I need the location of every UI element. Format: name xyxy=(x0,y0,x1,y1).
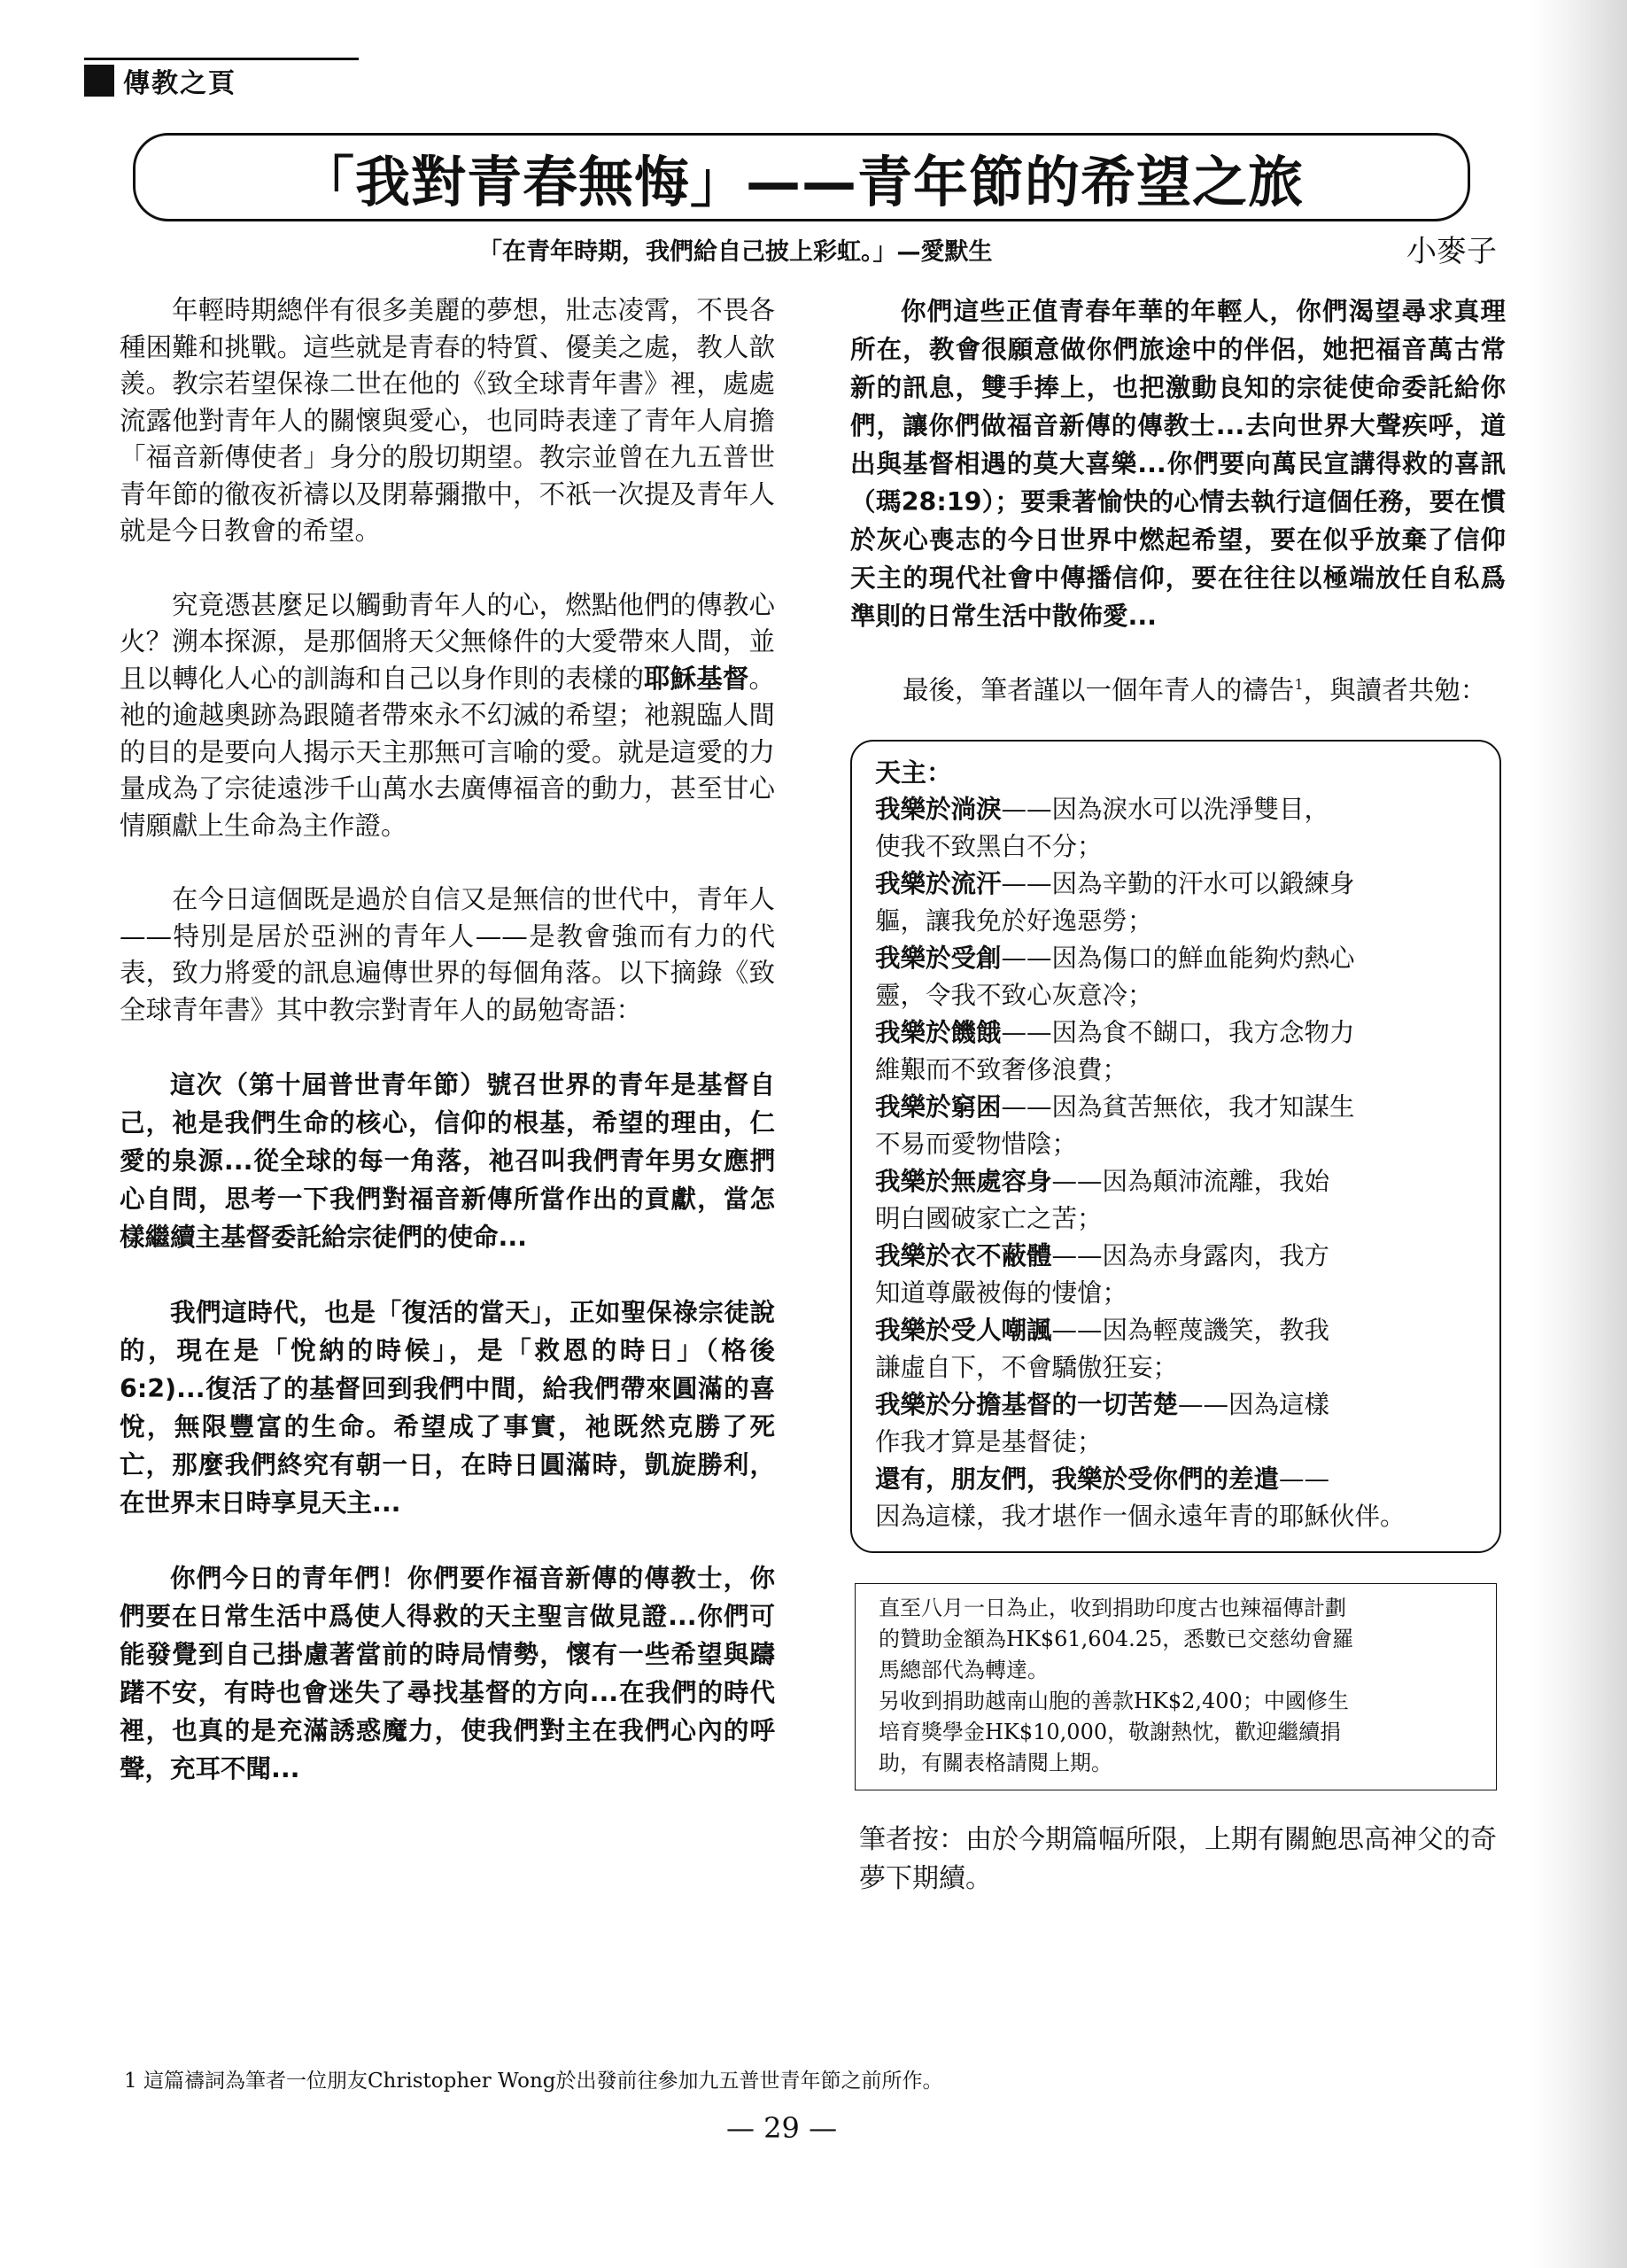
page-number: — 29 — xyxy=(726,2111,838,2145)
prayer-continuation: 靈，令我不致心灰意冷； xyxy=(875,980,1153,1010)
subtitle-row xyxy=(478,232,1497,268)
prayer-lead: 我樂於受創 xyxy=(875,943,1002,973)
prayer-continuation: 維艱而不致奢侈浪費； xyxy=(875,1054,1128,1084)
prayer-stanza-1 xyxy=(875,791,1476,866)
prayer-heading: 天主： xyxy=(875,757,953,788)
prayer-continuation: 因為這樣，我才堪作一個永遠年青的耶穌伙伴。 xyxy=(875,1501,1406,1531)
notice-line: 培育獎學金HK$10,000，敬謝熱忱，歡迎繼續捐 xyxy=(879,1719,1342,1744)
prayer-continuation: 作我才算是基督徒； xyxy=(875,1426,1103,1456)
donation-notice-box xyxy=(855,1583,1497,1790)
prayer-continuation: 使我不致黑白不分； xyxy=(875,831,1103,861)
paragraph-3: 在今日這個既是過於自信又是無信的世代中，青年人——特別是居於亞洲的青年人——是教會強而有力的代表，致力將愛的訊息遍傳世界的每個角落。以下摘錄《致全球青年書》其中教宗對青年人的勗勉寄語： xyxy=(120,884,775,1025)
prayer-continuation: 軀，讓我免於好逸惡勞； xyxy=(875,905,1153,936)
footnote-ref: 1 xyxy=(1294,676,1304,694)
prayer-lead: 我樂於流汗 xyxy=(875,868,1002,898)
prayer-stanza-3 xyxy=(875,940,1476,1014)
prayer-lead: 我樂於饑餓 xyxy=(875,1017,1002,1047)
closing-text: 最後，筆者謹以一個年青人的禱告 xyxy=(903,675,1295,705)
closing-paragraph xyxy=(850,672,1506,710)
prayer-continuation: 不易而愛物惜陰； xyxy=(875,1129,1078,1159)
prayer-stanza-9 xyxy=(875,1386,1476,1461)
papal-quote-1: 這次（第十屆普世青年節）號召世界的青年是基督自己，祂是我們生命的核心，信仰的根基，希望的理由，仁愛的泉源...從全球的每一角落，祂召叫我們青年男女應捫心自問，思考一下我們對福音新傳所當作出的貢獻，當怎樣繼續主基督委託給宗徒們的使命... xyxy=(120,1070,775,1252)
title-box xyxy=(133,133,1470,221)
notice-line: 另收到捐助越南山胞的善款HK$2,400；中國修生 xyxy=(879,1688,1349,1713)
paragraph-2-start: 究竟憑甚麼足以觸動青年人的心，燃點他們的傳教心火？溯本探源，是那個將天父無條件的大愛帶來人間，並且以轉化人心的訓誨和自己以身作則的表樣的 xyxy=(120,589,775,694)
prayer-text: ——因為食不餬口，我方念物力 xyxy=(1001,1017,1355,1047)
prayer-continuation: 謙虛自下，不會驕傲狂妄； xyxy=(875,1352,1179,1382)
prayer-lead: 我樂於衣不蔽體 xyxy=(875,1240,1052,1270)
closing-text-end: ，與讀者共勉： xyxy=(1303,675,1487,705)
prayer-stanza-8 xyxy=(875,1312,1476,1386)
prayer-text: ——因為這樣 xyxy=(1178,1389,1330,1419)
prayer-stanza-6 xyxy=(875,1163,1476,1238)
prayer-text: ——因為貧苦無依，我才知謀生 xyxy=(1001,1091,1355,1122)
papal-quote-4: 你們這些正值青春年華的年輕人，你們渴望尋求真理所在，教會很願意做你們旅途中的伴侶，她把福音萬古常新的訊息，雙手捧上，也把激動良知的宗徒使命委託給你們，讓你們做福音新傳的傳教士...去向世界大聲疾呼，道出與基督相遇的莫大喜樂...你們要向萬民宣講得救的喜訊（瑪28:19）；要秉著愉快的心情去執行這個任務，要在慣於灰心喪志的今日世界中燃起希望，要在似乎放棄了信仰天主的現代社會中傳播信仰，要在往往以極端放任自私爲準則的日常生活中散佈愛... xyxy=(850,297,1506,631)
prayer-lead: 我樂於分擔基督的一切苦楚 xyxy=(875,1389,1179,1419)
prayer-lead: 還有，朋友們，我樂於受你們的差遣 xyxy=(875,1464,1280,1494)
prayer-text: ——因為傷口的鮮血能夠灼熱心 xyxy=(1001,943,1355,973)
prayer-text: —— xyxy=(1279,1464,1330,1494)
paragraph-1: 年輕時期總伴有很多美麗的夢想，壯志凌霄，不畏各種困難和挑戰。這些就是青春的特質、優美之處，教人歆羨。教宗若望保祿二世在他的《致全球青年書》裡，處處流露他對青年人的關懷與愛心，也同時表達了青年人肩擔「福音新傳使者」身分的殷切期望。教宗並曾在九五普世青年節的徹夜祈禱以及閉幕彌撒中，不祇一次提及青年人就是今日教會的希望。 xyxy=(120,295,775,546)
article-author: 小麥子 xyxy=(1406,234,1497,269)
paragraph-2 xyxy=(120,587,775,845)
prayer-lead: 我樂於淌淚 xyxy=(875,794,1002,824)
footnote: 1 這篇禱詞為筆者一位朋友Christopher Wong於出發前往參加九五普世青年節之前所作。 xyxy=(124,2070,943,2093)
prayer-stanza-4 xyxy=(875,1014,1476,1089)
prayer-lead: 我樂於受人嘲諷 xyxy=(875,1315,1052,1345)
paragraph-2-end: 。祂的逾越奧跡為跟隨者帶來永不幻滅的希望；祂親臨人間的目的是要向人揭示天主那無可言喻的愛。就是這愛的力量成為了宗徒遠涉千山萬水去廣傳福音的動力，甚至甘心情願獻上生命為主作證。 xyxy=(120,663,775,841)
section-marker xyxy=(84,65,114,97)
prayer-stanza-2 xyxy=(875,866,1476,940)
prayer-stanza-10 xyxy=(875,1461,1476,1535)
author-note: 筆者按：由於今期篇幅所限，上期有關鮑思高神父的奇夢下期續。 xyxy=(859,1823,1497,1894)
prayer-lead: 我樂於無處容身 xyxy=(875,1166,1052,1196)
prayer-continuation: 知道尊嚴被侮的悽愴； xyxy=(875,1278,1128,1308)
prayer-text: ——因為顛沛流離，我始 xyxy=(1051,1166,1330,1196)
papal-quote-3: 你們今日的青年們！你們要作福音新傳的傳教士，你們要在日常生活中爲使人得救的天主聖言做見證...你們可能發覺到自己掛慮著當前的時局情勢，懷有一些希望與躊躇不安，有時也會迷失了尋找基督的方向...在我們的時代裡，也真的是充滿誘惑魔力，使我們對主在我們心內的呼聲，充耳不聞... xyxy=(120,1564,775,1783)
notice-line: 的贊助金額為HK$61,604.25，悉數已交慈幼會羅 xyxy=(879,1626,1354,1651)
prayer-continuation: 明白國破家亡之苦； xyxy=(875,1203,1103,1233)
notice-line: 直至八月一日為止，收到捐助印度古也辣福傳計劃 xyxy=(879,1595,1346,1620)
prayer-stanza-5 xyxy=(875,1089,1476,1163)
prayer-text: ——因為輕蔑譏笑，教我 xyxy=(1051,1315,1330,1345)
notice-line: 馬總部代為轉達。 xyxy=(879,1657,1049,1682)
prayer-box xyxy=(850,740,1501,1553)
page-edge-shadow xyxy=(1530,0,1627,2268)
right-column xyxy=(850,292,1506,1899)
papal-quote-2: 我們這時代，也是「復活的當天」，正如聖保祿宗徒說的，現在是「悅納的時候」，是「救恩的時日」（格後6:2)...復活了的基督回到我們中間，給我們帶來圓滿的喜悅，無限豐富的生命。希望成了事實，祂既然克勝了死亡，那麼我們終究有朝一日，在時日圓滿時，凱旋勝利，在世界末日時享見天主... xyxy=(120,1298,775,1518)
prayer-lead: 我樂於窮困 xyxy=(875,1091,1002,1122)
section-label: 傳教之頁 xyxy=(123,68,236,99)
paragraph-2-emphasis: 耶穌基督 xyxy=(644,663,749,694)
prayer-stanza-7 xyxy=(875,1238,1476,1312)
epigraph-quote: 「在青年時期，我們給自己披上彩虹。」—愛默生 xyxy=(478,238,993,266)
prayer-text: ——因為赤身露肉，我方 xyxy=(1051,1240,1330,1270)
prayer-text: ——因為淚水可以洗淨雙目， xyxy=(1001,794,1330,824)
prayer-text: ——因為辛勤的汗水可以鍛練身 xyxy=(1001,868,1355,898)
section-header xyxy=(84,58,359,101)
notice-line: 助，有關表格請閱上期。 xyxy=(879,1750,1112,1775)
left-column xyxy=(120,292,775,1788)
article-title: 「我對青春無悔」——青年節的希望之旅 xyxy=(298,149,1304,214)
